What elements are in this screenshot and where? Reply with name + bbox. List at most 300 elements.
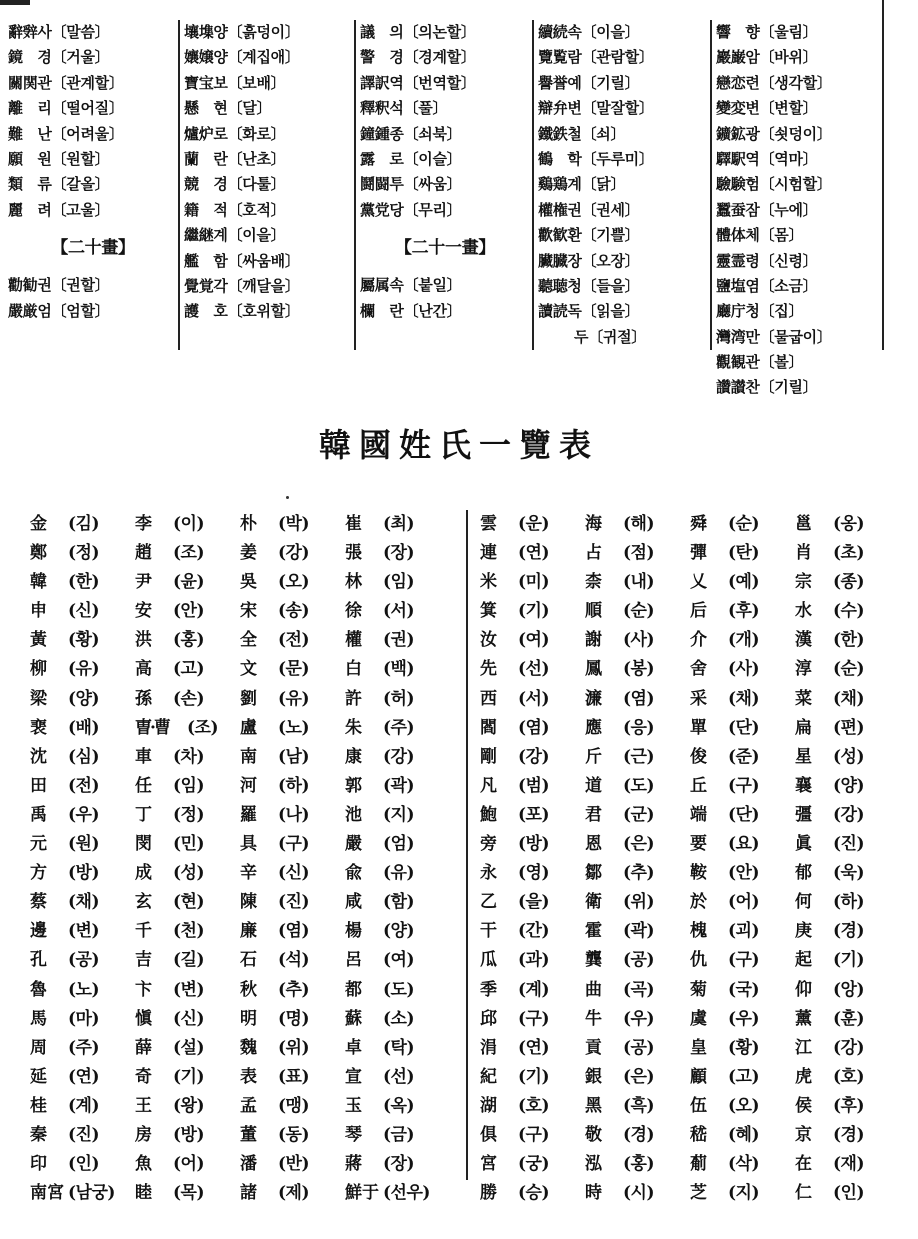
surname-cell [480,859,585,888]
surname-hanja: 米 [480,572,497,593]
surname-hanja: 柳 [30,659,47,680]
table-row [30,714,450,743]
surname-hanja: 單 [690,717,707,738]
surname-reading: (간) [518,921,550,942]
glossary-entry: 寶宝보〔보배〕 [184,73,286,92]
surname-reading: (앙) [833,979,865,1000]
surname-reading: (변) [173,979,205,1000]
surname-reading: (계) [518,979,550,1000]
surname-reading: (고) [173,659,205,680]
surname-hanja: 順 [585,601,602,622]
surname-hanja: 田 [30,775,47,796]
glossary-entry: 黨党당〔무리〕 [360,200,462,219]
surname-cell [585,830,690,859]
glossary-entry: 觀観관〔볼〕 [716,353,804,372]
surname-reading: (석) [278,950,310,971]
surname-reading: (강) [833,1037,865,1058]
table-row [30,1179,450,1208]
surname-hanja: 介 [690,630,707,651]
surname-cell [345,685,450,714]
surname-cell [690,917,795,946]
surname-cell [795,976,900,1005]
surname-reading: (신) [278,863,310,884]
surname-reading: (이) [173,514,205,534]
surname-reading: (어) [173,1154,205,1175]
surname-hanja: 伍 [690,1095,707,1116]
surname-cell [585,859,690,888]
surname-cell [345,597,450,626]
surname-reading: (계) [68,1095,100,1116]
surname-reading: (전) [68,775,100,796]
surname-cell [30,772,135,801]
table-row [480,1179,900,1208]
surname-reading: (연) [518,1037,550,1058]
surname-hanja: 魏 [240,1037,257,1058]
surname-hanja: 斤 [585,746,602,767]
surname-reading: (미) [518,572,550,593]
surname-reading: (진) [68,1124,100,1145]
glossary-entry: 讀読독〔읽을〕 [538,302,640,321]
surname-hanja: 玄 [135,892,152,913]
surname-hanja: 道 [585,775,602,796]
surname-hanja: 涓 [480,1037,497,1058]
surname-cell [795,859,900,888]
surname-cell [690,1005,795,1034]
table-row [30,946,450,975]
surname-hanja: 京 [795,1124,812,1145]
surname-cell [795,1092,900,1121]
glossary-entry: 變変변〔변할〕 [716,99,818,118]
surname-hanja: 徐 [345,601,362,622]
surname-cell [480,685,585,714]
surname-hanja: 邕 [795,514,812,534]
surname-hanja: 廉 [240,921,257,942]
surname-cell [345,976,450,1005]
surname-cell [240,568,345,597]
surname-hanja: 睦 [135,1183,152,1204]
surname-reading: (포) [518,804,550,825]
surname-cell [240,1034,345,1063]
surname-reading: (한) [68,572,100,593]
surname-reading: (임) [173,775,205,796]
surname-table-right [480,510,900,1208]
table-row [480,801,900,830]
table-row [30,772,450,801]
surname-cell [585,1092,690,1121]
glossary-column [538,20,708,350]
surname-reading: (여) [383,950,415,971]
glossary-entry: 籍 적〔호적〕 [184,200,286,219]
surname-hanja: 在 [795,1154,812,1175]
surname-hanja: 鮮于 [345,1183,379,1204]
table-row [30,917,450,946]
surname-hanja: 謝 [585,630,602,651]
surname-reading: (백) [383,659,415,680]
surname-reading: (진) [278,892,310,913]
surname-hanja: 應 [585,717,602,738]
surname-cell [585,1034,690,1063]
surname-cell [240,685,345,714]
surname-hanja: 黃 [30,630,47,651]
surname-cell [585,714,690,743]
surname-hanja: 季 [480,979,497,1000]
surname-reading: (유) [68,659,100,680]
surname-reading: (괴) [728,921,760,942]
surname-cell [585,888,690,917]
surname-hanja: 南宮 [30,1183,64,1204]
surname-hanja: 何 [795,892,812,913]
surname-hanja: 占 [585,543,602,564]
surname-hanja: 銀 [585,1066,602,1087]
surname-hanja: 君 [585,804,602,825]
surname-hanja: 白 [345,659,362,680]
surname-cell [690,1034,795,1063]
surname-cell [345,859,450,888]
surname-hanja: 鄒 [585,863,602,884]
surname-cell [345,1179,450,1208]
surname-reading: (하) [833,892,865,913]
glossary-entry: 戀恋련〔생각할〕 [716,73,832,92]
surname-cell [345,626,450,655]
surname-hanja: 申 [30,601,47,622]
surname-hanja: 張 [345,543,362,564]
surname-cell [690,510,795,539]
surname-hanja: 表 [240,1066,257,1087]
surname-hanja: 仁 [795,1183,812,1204]
surname-hanja: 丘 [690,775,707,796]
surname-table [30,510,880,1204]
table-row [30,685,450,714]
surname-reading: (승) [518,1183,550,1204]
surname-cell [480,1034,585,1063]
surname-hanja: 李 [135,514,152,534]
surname-hanja: 柰 [585,572,602,593]
glossary-entry: 競 경〔다툴〕 [184,175,286,194]
surname-reading: (길) [173,950,205,971]
surname-reading: (기) [518,601,550,622]
surname-hanja: 干 [480,921,497,942]
surname-hanja: 延 [30,1066,47,1087]
glossary-entry: 警 경〔경계할〕 [360,48,476,67]
table-row [480,917,900,946]
glossary-entry: 懸 현〔달〕 [184,99,272,118]
surname-hanja: 高 [135,659,152,680]
surname-hanja: 洪 [135,630,152,651]
table-row [30,859,450,888]
glossary-entry: 驗験험〔시험할〕 [716,175,832,194]
surname-cell [30,568,135,597]
surname-hanja: 河 [240,775,257,796]
surname-cell [240,714,345,743]
surname-reading: (노) [278,717,310,738]
glossary-entry: 聽聴청〔들을〕 [538,276,640,295]
surname-hanja: 雲 [480,514,497,534]
surname-cell [585,597,690,626]
surname-reading: (단) [728,804,760,825]
surname-reading: (종) [833,572,865,593]
surname-reading: (추) [278,979,310,1000]
surname-hanja: 芝 [690,1183,707,1204]
surname-cell [240,655,345,684]
surname-hanja: 明 [240,1008,257,1029]
table-row [480,539,900,568]
surname-cell [690,1179,795,1208]
surname-cell [480,917,585,946]
surname-reading: (황) [68,630,100,651]
surname-hanja: 虞 [690,1008,707,1029]
surname-hanja: 南 [240,746,257,767]
surname-cell [135,888,240,917]
surname-hanja: 俊 [690,746,707,767]
table-row [480,597,900,626]
surname-reading: (우) [68,804,100,825]
surname-cell [345,1121,450,1150]
surname-cell [135,655,240,684]
surname-cell [345,1092,450,1121]
glossary-entry: 靈霊령〔신령〕 [716,251,818,270]
surname-reading: (개) [728,630,760,651]
surname-hanja: 姜 [240,543,257,564]
surname-hanja: 蔡 [30,892,47,913]
glossary-entry: 蘭 란〔난초〕 [184,149,286,168]
surname-cell [30,1179,135,1208]
surname-hanja: 襄 [795,775,812,796]
surname-cell [240,976,345,1005]
surname-cell [480,1121,585,1150]
surname-cell [795,1005,900,1034]
surname-reading: (후) [728,601,760,622]
surname-cell [480,626,585,655]
table-row [30,888,450,917]
surname-reading: (순) [833,659,865,680]
surname-cell [795,1150,900,1179]
surname-cell [690,1121,795,1150]
glossary-entry: 艦 함〔싸움배〕 [184,251,300,270]
surname-cell [480,946,585,975]
surname-cell [795,888,900,917]
surname-cell [135,1034,240,1063]
table-row [480,1150,900,1179]
surname-hanja: 眞 [795,834,812,855]
table-row [480,743,900,772]
surname-cell [30,801,135,830]
surname-hanja: 梁 [30,688,47,709]
surname-cell [480,714,585,743]
surname-cell [795,772,900,801]
surname-cell [480,1005,585,1034]
surname-reading: (원) [68,834,100,855]
surname-cell [345,1150,450,1179]
surname-hanja: 盧 [240,717,257,738]
surname-hanja: 任 [135,775,152,796]
surname-hanja: 采 [690,688,707,709]
surname-cell [690,888,795,917]
glossary-entry: 두〔귀절〕 [574,327,646,346]
surname-hanja: 薰 [795,1008,812,1029]
surname-hanja: 崔 [345,514,362,534]
surname-cell [240,830,345,859]
surname-reading: (재) [833,1154,865,1175]
surname-hanja: 安 [135,601,152,622]
surname-hanja: 王 [135,1095,152,1116]
surname-cell [690,859,795,888]
surname-cell [30,976,135,1005]
surname-reading: (심) [68,746,100,767]
surname-reading: (조) [173,543,205,564]
surname-hanja: 星 [795,746,812,767]
surname-reading: (차) [173,746,205,767]
surname-cell [345,888,450,917]
table-row [30,510,450,539]
surname-reading: (흑) [623,1095,655,1116]
surname-reading: (현) [173,892,205,913]
glossary-entry: 議 의〔의논할〕 [360,23,476,41]
surname-hanja: 桂 [30,1095,47,1116]
surname-cell [135,1063,240,1092]
surname-hanja: 呂 [345,950,362,971]
surname-reading: (탄) [728,543,760,564]
surname-reading: (염) [278,921,310,942]
surname-reading: (점) [623,543,655,564]
surname-reading: (오) [728,1095,760,1116]
surname-hanja: 宋 [240,601,257,622]
surname-hanja: 西 [480,688,497,709]
surname-reading: (순) [623,601,655,622]
surname-cell [345,1063,450,1092]
surname-hanja: 菊 [690,979,707,1000]
surname-reading: (수) [833,601,865,622]
surname-cell [480,772,585,801]
surname-reading: (옹) [833,514,865,534]
surname-cell [30,597,135,626]
surname-hanja: 舜 [690,514,707,534]
surname-hanja: 郁 [795,863,812,884]
surname-hanja: 剛 [480,746,497,767]
surname-reading: (표) [278,1066,310,1087]
surname-cell [585,685,690,714]
surname-cell [795,917,900,946]
surname-cell [30,743,135,772]
surname-cell [795,685,900,714]
surname-hanja: 端 [690,804,707,825]
surname-cell [345,1005,450,1034]
surname-reading: (경) [833,921,865,942]
surname-reading: (어) [728,892,760,913]
surname-cell [795,539,900,568]
surname-hanja: 箕 [480,601,497,622]
surname-reading: (목) [173,1183,205,1204]
surname-hanja: 鄭 [30,543,47,564]
surname-cell [585,539,690,568]
surname-cell [795,568,900,597]
surname-reading: (방) [173,1124,205,1145]
surname-hanja: 朴 [240,514,257,534]
surname-reading: (강) [833,804,865,825]
table-row [480,888,900,917]
surname-cell [690,655,795,684]
surname-hanja: 辛 [240,863,257,884]
surname-hanja: 宗 [795,572,812,593]
surname-cell [585,568,690,597]
surname-hanja: 吉 [135,950,152,971]
surname-reading: (양) [833,775,865,796]
surname-reading: (응) [623,717,655,738]
surname-cell [585,743,690,772]
table-row [30,626,450,655]
surname-reading: (궁) [518,1154,550,1175]
surname-reading: (사) [728,659,760,680]
surname-hanja: 虎 [795,1066,812,1087]
surname-cell [30,510,135,539]
table-row [480,714,900,743]
surname-hanja: 郭 [345,775,362,796]
surname-hanja: 蘇 [345,1008,362,1029]
surname-reading: (정) [68,543,100,564]
surname-reading: (사) [623,630,655,651]
surname-hanja: 成 [135,863,152,884]
surname-cell [30,626,135,655]
surname-cell [345,917,450,946]
surname-hanja: 連 [480,543,497,564]
surname-hanja: 劉 [240,688,257,709]
surname-cell [135,1121,240,1150]
glossary-entry: 鐘鍾종〔쇠북〕 [360,124,462,143]
surname-reading: (경) [833,1124,865,1145]
surname-hanja: 漢 [795,630,812,651]
glossary-entry: 響 향〔울림〕 [716,23,818,41]
surname-reading: (안) [173,601,205,622]
surname-cell [240,917,345,946]
surname-hanja: 玉 [345,1095,362,1116]
surname-reading: (함) [383,892,415,913]
surname-hanja: 禹 [30,804,47,825]
surname-cell [135,510,240,539]
glossary-column [360,20,530,324]
surname-reading: (위) [278,1037,310,1058]
surname-cell [795,714,900,743]
surname-cell [135,1092,240,1121]
surname-hanja: 黑 [585,1095,602,1116]
surname-hanja: 扁 [795,717,812,738]
glossary-entry: 灣湾만〔물굽이〕 [716,327,832,346]
surname-hanja: 紀 [480,1066,497,1087]
surname-cell [30,714,135,743]
table-row [30,655,450,684]
surname-reading: (명) [278,1008,310,1029]
surname-reading: (연) [68,1066,100,1087]
surname-hanja: 兪 [345,863,362,884]
surname-hanja: 康 [345,746,362,767]
surname-reading: (은) [623,834,655,855]
surname-reading: (우) [728,1008,760,1029]
surname-reading: (곽) [623,921,655,942]
surname-cell [795,1034,900,1063]
surname-cell [585,655,690,684]
surname-reading: (기) [173,1066,205,1087]
surname-cell [795,1179,900,1208]
surname-cell [345,568,450,597]
surname-cell [585,510,690,539]
surname-cell [690,1150,795,1179]
surname-cell [240,626,345,655]
surname-cell [795,626,900,655]
table-row [480,1121,900,1150]
glossary-entry: 鏡 경〔거울〕 [8,48,110,67]
surname-reading: (구) [518,1008,550,1029]
table-row [480,1092,900,1121]
surname-hanja: 俱 [480,1124,497,1145]
surname-cell [480,976,585,1005]
